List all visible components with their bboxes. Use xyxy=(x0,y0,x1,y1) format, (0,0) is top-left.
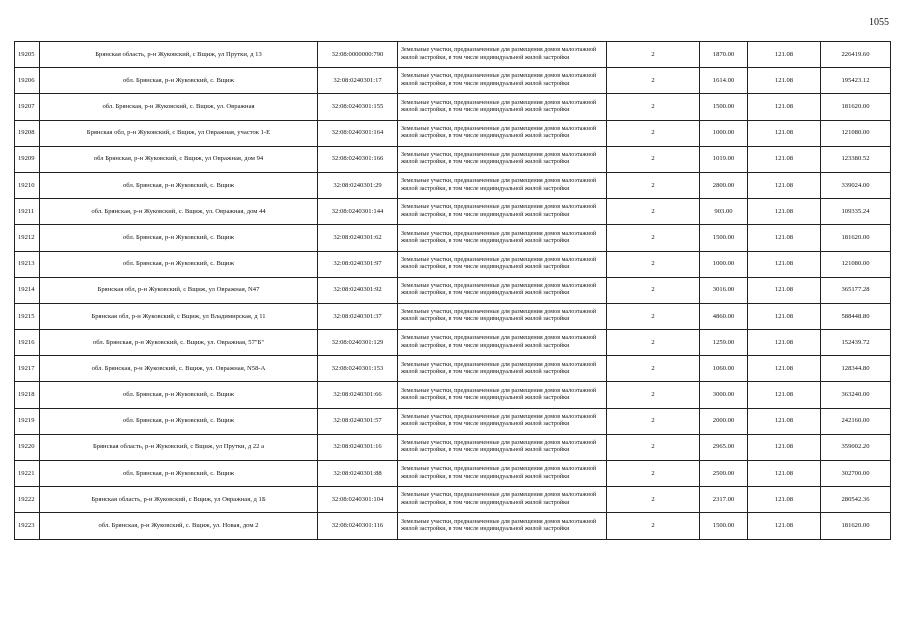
address-cell: обл Брянская, р-н Жуковский, с Вщиж, ул Овражная, дом 94 xyxy=(40,146,318,172)
specific-value-cell: 121.08 xyxy=(748,382,821,408)
category-cell: 2 xyxy=(607,461,700,487)
row-number: 19220 xyxy=(15,434,40,460)
area-cell: 2500.00 xyxy=(700,461,748,487)
address-cell: обл. Брянская, р-н Жуковский, с. Вщиж xyxy=(40,382,318,408)
cadastral-number-cell: 32:08:0240301:17 xyxy=(318,68,398,94)
area-cell: 1000.00 xyxy=(700,251,748,277)
specific-value-cell: 121.08 xyxy=(748,42,821,68)
row-number: 19217 xyxy=(15,356,40,382)
address-cell: обл. Брянская, р-н Жуковский, с. Вщиж, ул. Овражная, 57"Б" xyxy=(40,330,318,356)
area-cell: 2317.00 xyxy=(700,487,748,513)
address-cell: обл. Брянская, р-н Жуковский, с. Вщиж xyxy=(40,172,318,198)
permitted-use-cell: Земельные участки, предназначенные для размещения домов малоэтажной жилой застройки, в том числе индивидуальной жилой застройки xyxy=(398,408,607,434)
table-row xyxy=(15,382,891,408)
area-cell: 1019.00 xyxy=(700,146,748,172)
area-cell: 1500.00 xyxy=(700,225,748,251)
table-row xyxy=(15,277,891,303)
category-cell: 2 xyxy=(607,225,700,251)
address-cell: Брянская область, р-н Жуковский, с Вщиж, ул Прутки, д 22 а xyxy=(40,434,318,460)
table-row xyxy=(15,94,891,120)
specific-value-cell: 121.08 xyxy=(748,434,821,460)
cadastral-value-cell: 226419.60 xyxy=(821,42,891,68)
row-number: 19206 xyxy=(15,68,40,94)
table-row xyxy=(15,251,891,277)
address-cell: обл. Брянская, р-н Жуковский, с. Вщиж xyxy=(40,251,318,277)
row-number: 19214 xyxy=(15,277,40,303)
row-number: 19219 xyxy=(15,408,40,434)
cadastral-value-cell: 302700.00 xyxy=(821,461,891,487)
permitted-use-cell: Земельные участки, предназначенные для размещения домов малоэтажной жилой застройки, в том числе индивидуальной жилой застройки xyxy=(398,330,607,356)
row-number: 19211 xyxy=(15,199,40,225)
area-cell: 2000.00 xyxy=(700,408,748,434)
specific-value-cell: 121.08 xyxy=(748,120,821,146)
category-cell: 2 xyxy=(607,434,700,460)
area-cell: 2800.00 xyxy=(700,172,748,198)
cadastral-number-cell: 32:08:0240301:116 xyxy=(318,513,398,539)
area-cell: 1614.00 xyxy=(700,68,748,94)
category-cell: 2 xyxy=(607,120,700,146)
area-cell: 1500.00 xyxy=(700,94,748,120)
cadastral-value-cell: 359002.20 xyxy=(821,434,891,460)
land-registry-table xyxy=(14,41,891,540)
cadastral-value-cell: 365177.28 xyxy=(821,277,891,303)
row-number: 19223 xyxy=(15,513,40,539)
category-cell: 2 xyxy=(607,277,700,303)
address-cell: обл. Брянская, р-н Жуковский, с. Вщиж xyxy=(40,68,318,94)
row-number: 19215 xyxy=(15,303,40,329)
permitted-use-cell: Земельные участки, предназначенные для размещения домов малоэтажной жилой застройки, в том числе индивидуальной жилой застройки xyxy=(398,94,607,120)
row-number: 19216 xyxy=(15,330,40,356)
category-cell: 2 xyxy=(607,356,700,382)
category-cell: 2 xyxy=(607,146,700,172)
cadastral-value-cell: 280542.36 xyxy=(821,487,891,513)
category-cell: 2 xyxy=(607,382,700,408)
cadastral-value-cell: 152439.72 xyxy=(821,330,891,356)
permitted-use-cell: Земельные участки, предназначенные для размещения домов малоэтажной жилой застройки, в том числе индивидуальной жилой застройки xyxy=(398,251,607,277)
category-cell: 2 xyxy=(607,330,700,356)
permitted-use-cell: Земельные участки, предназначенные для размещения домов малоэтажной жилой застройки, в том числе индивидуальной жилой застройки xyxy=(398,146,607,172)
cadastral-value-cell: 339024.00 xyxy=(821,172,891,198)
category-cell: 2 xyxy=(607,487,700,513)
permitted-use-cell: Земельные участки, предназначенные для размещения домов малоэтажной жилой застройки, в том числе индивидуальной жилой застройки xyxy=(398,487,607,513)
area-cell: 1500.00 xyxy=(700,513,748,539)
cadastral-number-cell: 32:08:0240301:57 xyxy=(318,408,398,434)
permitted-use-cell: Земельные участки, предназначенные для размещения домов малоэтажной жилой застройки, в том числе индивидуальной жилой застройки xyxy=(398,461,607,487)
cadastral-number-cell: 32:08:0240301:92 xyxy=(318,277,398,303)
table-row xyxy=(15,434,891,460)
cadastral-number-cell: 32:08:0240301:66 xyxy=(318,382,398,408)
address-cell: Брянская область, р-н Жуковский, с Вщиж, ул Овражная, д 1Б xyxy=(40,487,318,513)
category-cell: 2 xyxy=(607,251,700,277)
table-row xyxy=(15,172,891,198)
cadastral-number-cell: 32:08:0240301:164 xyxy=(318,120,398,146)
page-number: 1055 xyxy=(869,17,889,28)
table-row xyxy=(15,408,891,434)
table-row xyxy=(15,225,891,251)
cadastral-number-cell: 32:08:0240301:37 xyxy=(318,303,398,329)
category-cell: 2 xyxy=(607,303,700,329)
row-number: 19212 xyxy=(15,225,40,251)
cadastral-value-cell: 181620.00 xyxy=(821,513,891,539)
area-cell: 1000.00 xyxy=(700,120,748,146)
permitted-use-cell: Земельные участки, предназначенные для размещения домов малоэтажной жилой застройки, в том числе индивидуальной жилой застройки xyxy=(398,120,607,146)
address-cell: обл. Брянская, р-н Жуковский, с. Вщиж xyxy=(40,225,318,251)
category-cell: 2 xyxy=(607,42,700,68)
specific-value-cell: 121.08 xyxy=(748,513,821,539)
cadastral-number-cell: 32:08:0000000:790 xyxy=(318,42,398,68)
specific-value-cell: 121.08 xyxy=(748,356,821,382)
cadastral-value-cell: 242160.00 xyxy=(821,408,891,434)
row-number: 19218 xyxy=(15,382,40,408)
specific-value-cell: 121.08 xyxy=(748,408,821,434)
specific-value-cell: 121.08 xyxy=(748,251,821,277)
table-row xyxy=(15,120,891,146)
cadastral-value-cell: 181620.00 xyxy=(821,94,891,120)
specific-value-cell: 121.08 xyxy=(748,172,821,198)
table-row xyxy=(15,303,891,329)
area-cell: 1060.00 xyxy=(700,356,748,382)
cadastral-number-cell: 32:08:0240301:104 xyxy=(318,487,398,513)
row-number: 19222 xyxy=(15,487,40,513)
cadastral-value-cell: 128344.80 xyxy=(821,356,891,382)
row-number: 19210 xyxy=(15,172,40,198)
permitted-use-cell: Земельные участки, предназначенные для размещения домов малоэтажной жилой застройки, в том числе индивидуальной жилой застройки xyxy=(398,434,607,460)
area-cell: 4860.00 xyxy=(700,303,748,329)
row-number: 19209 xyxy=(15,146,40,172)
permitted-use-cell: Земельные участки, предназначенные для размещения домов малоэтажной жилой застройки, в том числе индивидуальной жилой застройки xyxy=(398,513,607,539)
cadastral-number-cell: 32:08:0240301:88 xyxy=(318,461,398,487)
category-cell: 2 xyxy=(607,68,700,94)
area-cell: 3000.00 xyxy=(700,382,748,408)
permitted-use-cell: Земельные участки, предназначенные для размещения домов малоэтажной жилой застройки, в том числе индивидуальной жилой застройки xyxy=(398,277,607,303)
address-cell: обл. Брянская, р-н Жуковский, с. Вщиж xyxy=(40,408,318,434)
specific-value-cell: 121.08 xyxy=(748,199,821,225)
cadastral-value-cell: 363240.00 xyxy=(821,382,891,408)
table-row xyxy=(15,42,891,68)
address-cell: обл. Брянская, р-н Жуковский, с. Вщиж, ул. Овражная, N58-А xyxy=(40,356,318,382)
cadastral-number-cell: 32:08:0240301:97 xyxy=(318,251,398,277)
cadastral-value-cell: 181620.00 xyxy=(821,225,891,251)
row-number: 19207 xyxy=(15,94,40,120)
permitted-use-cell: Земельные участки, предназначенные для размещения домов малоэтажной жилой застройки, в том числе индивидуальной жилой застройки xyxy=(398,356,607,382)
table-row xyxy=(15,199,891,225)
cadastral-number-cell: 32:08:0240301:144 xyxy=(318,199,398,225)
cadastral-value-cell: 121080.00 xyxy=(821,251,891,277)
cadastral-value-cell: 588448.80 xyxy=(821,303,891,329)
specific-value-cell: 121.08 xyxy=(748,461,821,487)
specific-value-cell: 121.08 xyxy=(748,68,821,94)
row-number: 19205 xyxy=(15,42,40,68)
cadastral-value-cell: 195423.12 xyxy=(821,68,891,94)
address-cell: обл. Брянская, р-н Жуковский, с. Вщиж, ул. Новая, дом 2 xyxy=(40,513,318,539)
table-row xyxy=(15,68,891,94)
cadastral-number-cell: 32:08:0240301:153 xyxy=(318,356,398,382)
category-cell: 2 xyxy=(607,94,700,120)
table-body xyxy=(15,42,891,540)
address-cell: обл. Брянская, р-н Жуковский, с. Вщиж, ул. Овражная xyxy=(40,94,318,120)
permitted-use-cell: Земельные участки, предназначенные для размещения домов малоэтажной жилой застройки, в том числе индивидуальной жилой застройки xyxy=(398,42,607,68)
table-row xyxy=(15,513,891,539)
category-cell: 2 xyxy=(607,172,700,198)
table-row xyxy=(15,356,891,382)
table-row xyxy=(15,487,891,513)
address-cell: Брянская обл, р-н Жуковский, с Вщиж, ул Овражная, участок 1-Е xyxy=(40,120,318,146)
cadastral-number-cell: 32:08:0240301:16 xyxy=(318,434,398,460)
category-cell: 2 xyxy=(607,408,700,434)
area-cell: 3016.00 xyxy=(700,277,748,303)
specific-value-cell: 121.08 xyxy=(748,225,821,251)
specific-value-cell: 121.08 xyxy=(748,330,821,356)
area-cell: 903.00 xyxy=(700,199,748,225)
cadastral-value-cell: 109335.24 xyxy=(821,199,891,225)
specific-value-cell: 121.08 xyxy=(748,277,821,303)
table-row xyxy=(15,330,891,356)
area-cell: 1259.00 xyxy=(700,330,748,356)
permitted-use-cell: Земельные участки, предназначенные для размещения домов малоэтажной жилой застройки, в том числе индивидуальной жилой застройки xyxy=(398,172,607,198)
area-cell: 2965.00 xyxy=(700,434,748,460)
table-row xyxy=(15,461,891,487)
category-cell: 2 xyxy=(607,513,700,539)
permitted-use-cell: Земельные участки, предназначенные для размещения домов малоэтажной жилой застройки, в том числе индивидуальной жилой застройки xyxy=(398,382,607,408)
cadastral-number-cell: 32:08:0240301:129 xyxy=(318,330,398,356)
cadastral-number-cell: 32:08:0240301:62 xyxy=(318,225,398,251)
cadastral-value-cell: 123380.52 xyxy=(821,146,891,172)
specific-value-cell: 121.08 xyxy=(748,94,821,120)
address-cell: обл. Брянская, р-н Жуковский, с. Вщиж, ул. Овражная, дом 44 xyxy=(40,199,318,225)
address-cell: Брянская обл, р-н Жуковский, с Вщиж, ул Владимирская, д 11 xyxy=(40,303,318,329)
row-number: 19208 xyxy=(15,120,40,146)
cadastral-number-cell: 32:08:0240301:166 xyxy=(318,146,398,172)
row-number: 19221 xyxy=(15,461,40,487)
permitted-use-cell: Земельные участки, предназначенные для размещения домов малоэтажной жилой застройки, в том числе индивидуальной жилой застройки xyxy=(398,303,607,329)
address-cell: Брянская обл, р-н Жуковский, с Вщиж, ул Овражная, N47 xyxy=(40,277,318,303)
table-row xyxy=(15,146,891,172)
specific-value-cell: 121.08 xyxy=(748,487,821,513)
specific-value-cell: 121.08 xyxy=(748,146,821,172)
permitted-use-cell: Земельные участки, предназначенные для размещения домов малоэтажной жилой застройки, в том числе индивидуальной жилой застройки xyxy=(398,199,607,225)
area-cell: 1870.00 xyxy=(700,42,748,68)
permitted-use-cell: Земельные участки, предназначенные для размещения домов малоэтажной жилой застройки, в том числе индивидуальной жилой застройки xyxy=(398,225,607,251)
address-cell: обл. Брянская, р-н Жуковский, с. Вщиж xyxy=(40,461,318,487)
category-cell: 2 xyxy=(607,199,700,225)
cadastral-number-cell: 32:08:0240301:29 xyxy=(318,172,398,198)
cadastral-number-cell: 32:08:0240301:155 xyxy=(318,94,398,120)
row-number: 19213 xyxy=(15,251,40,277)
specific-value-cell: 121.08 xyxy=(748,303,821,329)
cadastral-value-cell: 121080.00 xyxy=(821,120,891,146)
address-cell: Брянская область, р-н Жуковский, с Вщиж, ул Прутки, д 13 xyxy=(40,42,318,68)
permitted-use-cell: Земельные участки, предназначенные для размещения домов малоэтажной жилой застройки, в том числе индивидуальной жилой застройки xyxy=(398,68,607,94)
